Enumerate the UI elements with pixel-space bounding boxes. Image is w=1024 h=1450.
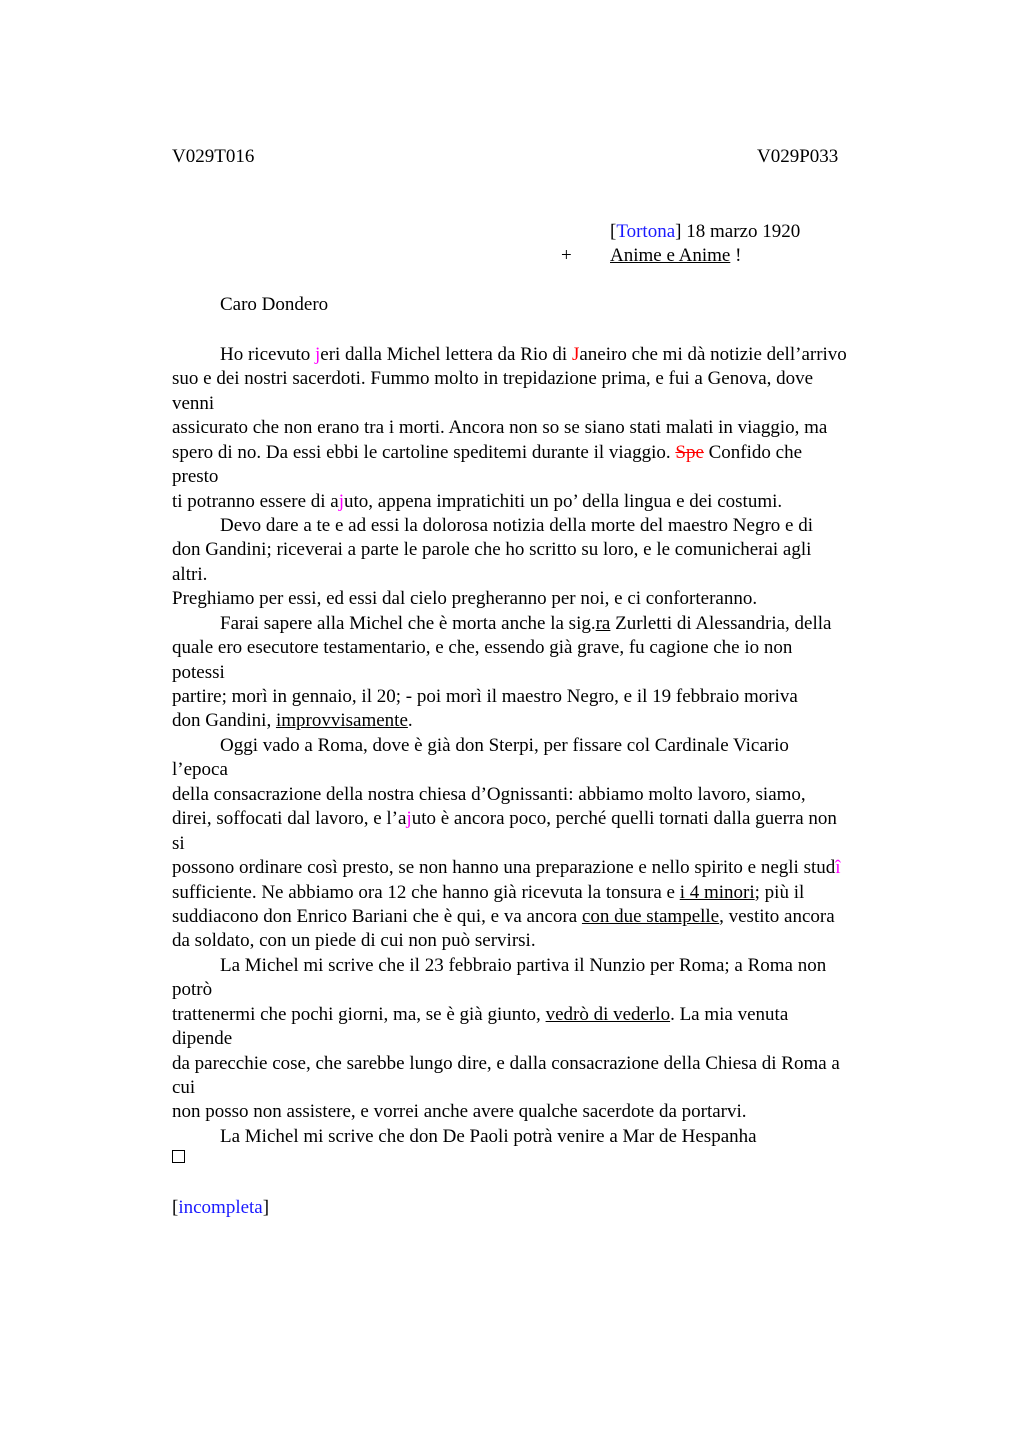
square-icon: [172, 1150, 185, 1163]
incomplete-note: [incompleta]: [172, 1197, 270, 1218]
body-line: l’epoca: [172, 759, 228, 780]
body-line: trattenermi che pochi giorni, ma, se è già giunto, vedrò di vederlo. La mia venuta: [172, 1004, 789, 1025]
body-line: potrò: [172, 979, 213, 1000]
body-line: ti potranno essere di ajuto, appena impratichiti un po’ della lingua e dei costumi.: [172, 491, 783, 512]
document-code-left: V029T016: [172, 146, 255, 167]
body-line: cui: [172, 1077, 196, 1098]
body-line: La Michel mi scrive che il 23 febbraio partiva il Nunzio per Roma; a Roma non: [220, 955, 827, 976]
motto: Anime e Anime !: [610, 245, 742, 266]
body-line: si: [172, 833, 185, 854]
body-line: don Gandini; riceverai a parte le parole che ho scritto su loro, e le comunicherai agli: [172, 539, 812, 560]
body-line: Preghiamo per essi, ed essi dal cielo pregheranno per noi, e ci conforteranno.: [172, 588, 758, 609]
place-name: Tortona: [616, 221, 676, 242]
body-line: spero di no. Da essi ebbi le cartoline speditemi durante il viaggio. Spe Confido che: [172, 442, 803, 463]
body-line: della consacrazione della nostra chiesa d’Ognissanti: abbiamo molto lavoro, siamo,: [172, 784, 806, 805]
body-line: Farai sapere alla Michel che è morta anche la sig.ra Zurletti di Alessandria, della: [220, 613, 832, 634]
body-line: altri.: [172, 564, 208, 585]
strikethrough-text: Spe: [675, 442, 704, 463]
body-line: don Gandini, improvvisamente.: [172, 710, 413, 731]
body-line: venni: [172, 393, 215, 414]
cross-mark: +: [561, 245, 572, 266]
body-line: direi, soffocati dal lavoro, e l’ajuto è ancora poco, perché quelli tornati dalla guerra non: [172, 808, 837, 829]
body-line: non posso non assistere, e vorrei anche avere qualche sacerdote da portarvi.: [172, 1101, 747, 1122]
body-line: Oggi vado a Roma, dove è già don Sterpi, per fissare col Cardinale Vicario: [220, 735, 789, 756]
body-line: partire; morì in gennaio, il 20; - poi morì il maestro Negro, e il 19 febbraio moriva: [172, 686, 798, 707]
salutation: Caro Dondero: [220, 294, 329, 315]
body-line: da parecchie cose, che sarebbe lungo dire, e dalla consacrazione della Chiesa di Roma a: [172, 1053, 840, 1074]
body-line: suo e dei nostri sacerdoti. Fummo molto in trepidazione prima, e fui a Genova, dove: [172, 368, 814, 389]
body-line: Ho ricevuto jeri dalla Michel lettera da Rio di Janeiro che mi dà notizie dell’arrivo: [220, 344, 847, 365]
body-line: dipende: [172, 1028, 233, 1049]
body-line: sufficiente. Ne abbiamo ora 12 che hanno già ricevuta la tonsura e i 4 minori; più il: [172, 882, 805, 903]
body-line: quale ero esecutore testamentario, e che, essendo già grave, fu cagione che io non: [172, 637, 793, 658]
document-code-right: V029P033: [757, 146, 839, 167]
date: 18 marzo 1920: [686, 221, 801, 242]
body-line: presto: [172, 466, 219, 487]
body-line: suddiacono don Enrico Bariani che è qui, e va ancora con due stampelle, vestito ancora: [172, 906, 835, 927]
motto-text: Anime e Anime: [610, 245, 731, 266]
body-line: assicurato che non erano tra i morti. Ancora non so se siano stati malati in viaggio, ma: [172, 417, 828, 438]
body-line: La Michel mi scrive che don De Paoli potrà venire a Mar de Hespanha: [220, 1126, 757, 1147]
body-line: Devo dare a te e ad essi la dolorosa notizia della morte del maestro Negro e di: [220, 515, 813, 536]
dateline: [Tortona] 18 marzo 1920: [610, 221, 801, 242]
body-line: potessi: [172, 662, 225, 683]
body-line: da soldato, con un piede di cui non può servirsi.: [172, 930, 536, 951]
body-line: possono ordinare così presto, se non hanno una preparazione e nello spirito e negli studî: [172, 857, 841, 878]
